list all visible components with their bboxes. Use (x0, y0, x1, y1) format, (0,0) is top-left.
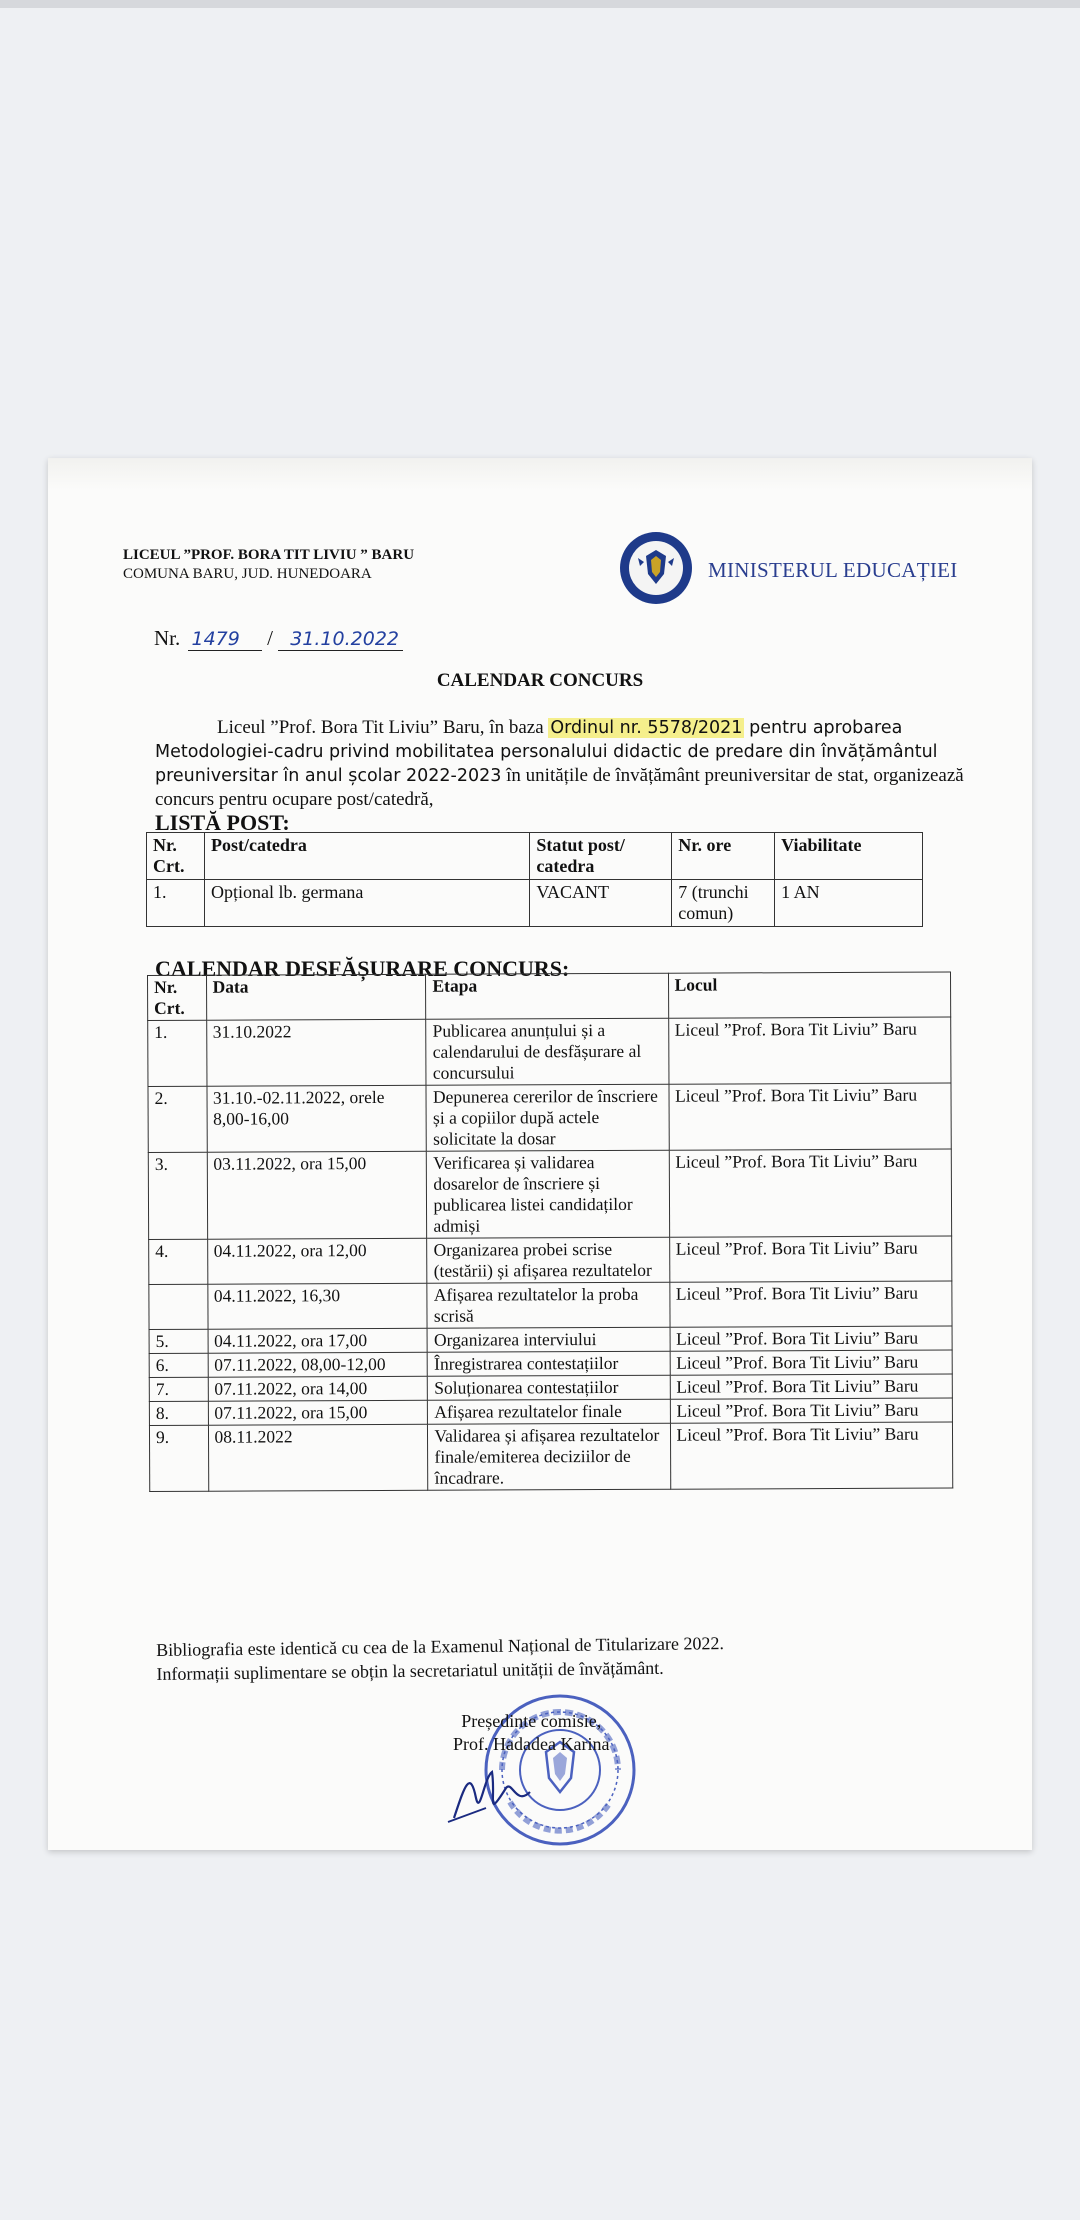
school-name: LICEUL ”PROF. BORA TIT LIVIU ” BARU (123, 547, 415, 563)
table-row (148, 1149, 951, 1240)
signature-block (453, 1710, 609, 1756)
table-cell: 07.11.2022, ora 14,00 (208, 1376, 428, 1401)
table-header-cell: Statut post/ catedra (530, 833, 672, 880)
table-cell: 8. (149, 1401, 208, 1425)
table-cell: Soluționarea contestațiilor (428, 1375, 670, 1400)
table-row (148, 1017, 951, 1087)
table-row (149, 1281, 952, 1330)
table-row (149, 1350, 952, 1378)
table-cell: Afișarea rezultatelor finale (428, 1399, 670, 1424)
table-cell: 4. (149, 1239, 208, 1284)
table-cell: 07.11.2022, 08,00-12,00 (208, 1352, 428, 1377)
table-cell: Liceul ”Prof. Bora Tit Liviu” Baru (670, 1422, 953, 1489)
order-highlight: Ordinul nr. 5578/2021 (550, 718, 743, 738)
table-cell: Liceul ”Prof. Bora Tit Liviu” Baru (669, 1236, 952, 1282)
table-row (149, 1374, 952, 1402)
table-header-cell: Data (206, 974, 426, 1020)
table-cell: Validarea și afișarea rezultatelor finale/emiterea deciziilor de încadrare. (428, 1423, 670, 1490)
calendar-title: CALENDAR DESFĂȘURARE CONCURS: (155, 956, 570, 981)
table-row (149, 1326, 952, 1354)
status-bar (0, 0, 1080, 8)
scan-shade (48, 458, 1032, 490)
table-header-row (147, 833, 923, 880)
table-cell (149, 1284, 208, 1329)
table-cell: Afișarea rezultatelor la proba scrisă (427, 1282, 669, 1328)
table-cell: Organizarea interviului (427, 1327, 669, 1352)
lista-post-table (146, 832, 923, 927)
government-logo-icon (618, 530, 694, 606)
table-cell: 1 AN (775, 880, 923, 927)
table-cell: 04.11.2022, 16,30 (207, 1283, 427, 1329)
table-cell: Liceul ”Prof. Bora Tit Liviu” Baru (668, 1017, 951, 1084)
intro-part2: pentru aprobarea Metodologiei-cadru privind mobilitatea personalului didactic de predare din învățământul preuniversitar în anul școlar 2022-2023 (155, 718, 938, 786)
footer-notes (156, 1631, 724, 1686)
table-cell: Liceul ”Prof. Bora Tit Liviu” Baru (670, 1374, 953, 1399)
signature-name: Prof. Hadadea Karina (453, 1734, 610, 1754)
table-header-row (148, 972, 951, 1021)
table-header-cell: Locul (668, 972, 951, 1018)
table-cell: 3. (148, 1152, 207, 1239)
school-header (123, 546, 414, 584)
intro-part3: în unitățile de învățământ preuniversitar de stat, organizează concurs pentru ocupare post/catedră, (155, 765, 964, 810)
table-cell: Liceul ”Prof. Bora Tit Liviu” Baru (669, 1149, 952, 1237)
document-page (48, 458, 1032, 1850)
document-title: CALENDAR CONCURS (436, 670, 644, 691)
table-header-cell: Post/catedra (204, 833, 529, 880)
table-cell: Liceul ”Prof. Bora Tit Liviu” Baru (670, 1326, 953, 1351)
nr-value: 1479 (188, 628, 262, 651)
handwritten-signature-icon (446, 1758, 556, 1828)
table-cell: Depunerea cererilor de înscriere și a copiilor după actele solicitate la dosar (426, 1084, 668, 1151)
table-cell: 9. (149, 1425, 208, 1491)
signature-role: Președinte comisie, (461, 1711, 602, 1731)
table-row (147, 880, 923, 927)
school-location: COMUNA BARU, JUD. HUNEDOARA (123, 566, 372, 582)
table-cell: Liceul ”Prof. Bora Tit Liviu” Baru (670, 1398, 953, 1423)
table-cell: 5. (149, 1329, 208, 1353)
table-header-cell: Viabilitate (775, 833, 923, 880)
table-header-cell: Nr. Crt. (147, 833, 205, 880)
table-cell: 31.10.2022 (206, 1019, 426, 1086)
bibliography-note: Bibliografia este identică cu cea de la Examenul Național de Titularizare 2022. (156, 1633, 725, 1660)
table-row (149, 1236, 952, 1285)
table-cell: 08.11.2022 (208, 1424, 428, 1491)
ministry-name: MINISTERUL EDUCAȚIEI (708, 558, 958, 582)
table-cell: 1. (148, 1020, 207, 1086)
calendar-table (147, 971, 953, 1492)
table-cell: Liceul ”Prof. Bora Tit Liviu” Baru (670, 1350, 953, 1375)
intro-paragraph (155, 716, 975, 811)
info-note: Informații suplimentare se obțin la secretariatul unității de învățământ. (156, 1657, 664, 1684)
lista-post-title: LISTĂ POST: (155, 810, 290, 835)
table-header-cell: Nr. ore (672, 833, 775, 880)
intro-part1: Liceul ”Prof. Bora Tit Liviu” Baru, în baza (217, 717, 544, 738)
table-cell: 7 (trunchi comun) (672, 880, 775, 927)
table-header-cell: Etapa (426, 973, 668, 1019)
table-cell: 07.11.2022, ora 15,00 (208, 1400, 428, 1425)
table-row (149, 1398, 952, 1426)
table-cell: 7. (149, 1377, 208, 1401)
nr-date: 31.10.2022 (278, 628, 403, 651)
table-cell: Opțional lb. germana (204, 880, 529, 927)
table-cell: 03.11.2022, ora 15,00 (207, 1151, 427, 1239)
table-cell: 31.10.-02.11.2022, orele 8,00-16,00 (206, 1085, 426, 1152)
table-row (148, 1083, 951, 1153)
table-cell: Verificarea și validarea dosarelor de înscriere și publicarea listei candidaților admiși (427, 1150, 669, 1238)
table-cell: Liceul ”Prof. Bora Tit Liviu” Baru (669, 1281, 952, 1327)
nr-prefix: Nr. (154, 626, 181, 650)
registration-number (154, 626, 403, 651)
table-cell: Înregistrarea contestațiilor (428, 1351, 670, 1376)
table-cell: Liceul ”Prof. Bora Tit Liviu” Baru (668, 1083, 951, 1150)
table-header-cell: Nr. Crt. (148, 975, 207, 1020)
table-cell: Publicarea anunțului și a calendarului de desfășurare al concursului (426, 1018, 668, 1085)
nr-separator: / (267, 626, 273, 650)
table-cell: 1. (147, 880, 205, 927)
table-cell: 04.11.2022, ora 17,00 (208, 1328, 428, 1353)
table-cell: Organizarea probei scrise (testării) și afișarea rezultatelor (427, 1237, 669, 1283)
table-cell: 2. (148, 1086, 207, 1152)
table-row (149, 1422, 952, 1492)
table-cell: 6. (149, 1353, 208, 1377)
table-cell: 04.11.2022, ora 12,00 (207, 1238, 427, 1284)
table-cell: VACANT (530, 880, 672, 927)
